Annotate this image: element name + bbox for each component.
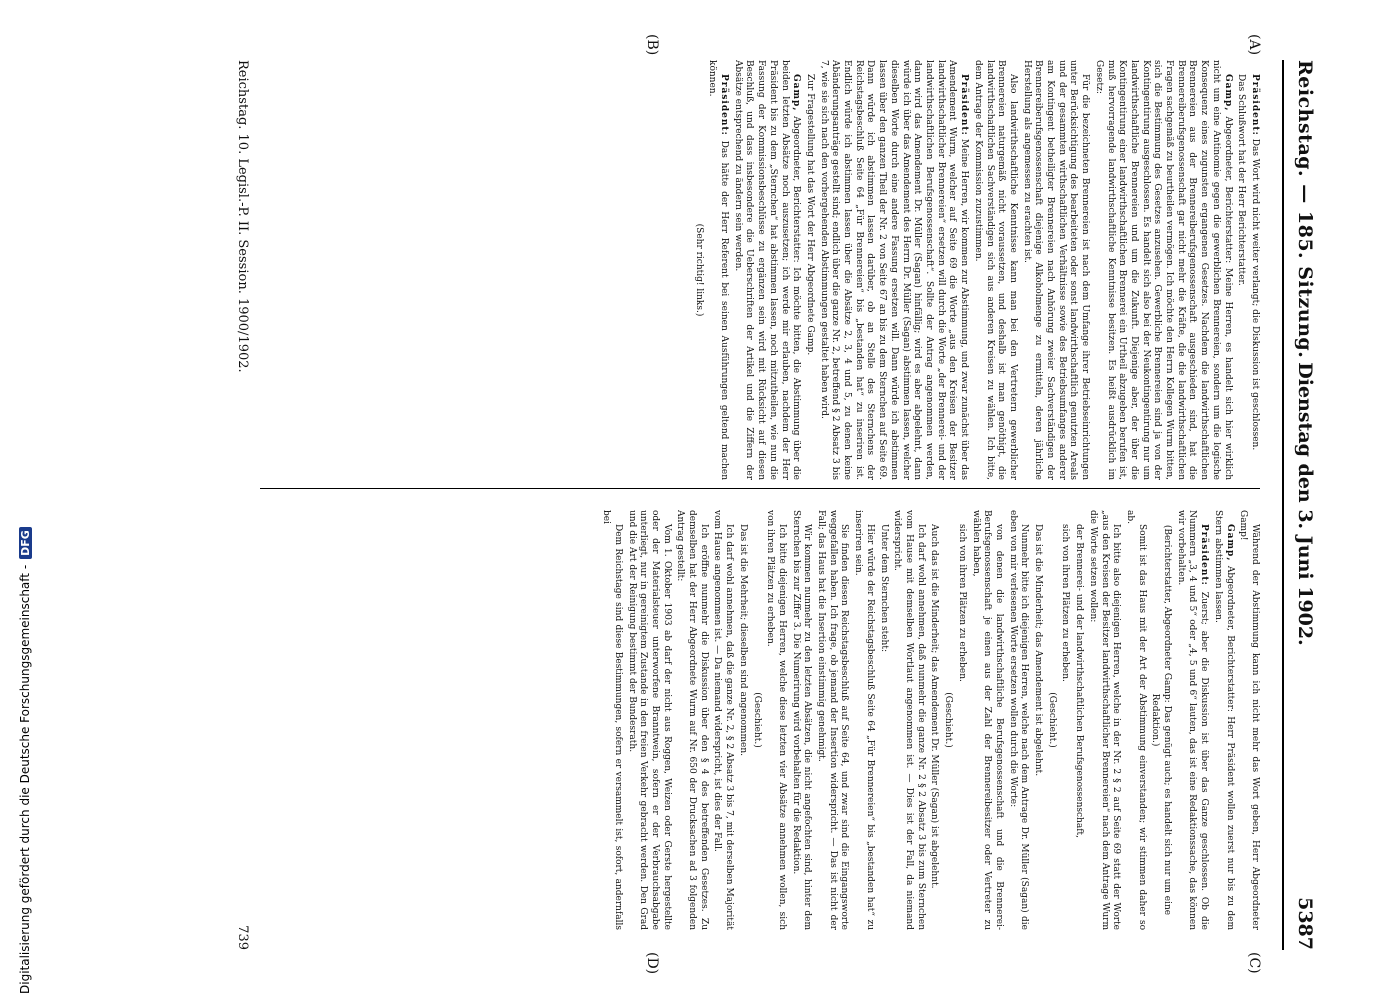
- speaker-name: Präsident:: [1199, 524, 1210, 586]
- paragraph-text: Ich darf wohl annehmen, daß nunmehr die ganze Nr. 2 § 2 Absatz 3 bis zum Sternchen vom Hause mit demselben Wortlaut angenommen ist. — Dies ist der Fall, da niemand widerspricht.: [892, 510, 926, 930]
- text-paragraph: [1237, 510, 1260, 930]
- speaker-name: Präsident:: [959, 74, 970, 136]
- margin-mark-b: (B): [644, 34, 660, 56]
- paragraph-text: Ich darf wohl annehmen, daß die ganze Nr. 2, § 2 Absatz 3 bis 7, mit derselben Majorität vom Hause angenommen ist. — Da niemand widerspricht, ist dies der Fall.: [712, 510, 735, 931]
- paragraph-text: Während der Abstimmung kann ich nicht mehr das Wort geben, Herr Abgeordneter Gamp!: [1238, 510, 1260, 930]
- text-paragraph: [1072, 510, 1084, 930]
- text-paragraph: [1020, 60, 1090, 480]
- interjection: [692, 60, 704, 480]
- footer-legislature: Reichstag. 10. Legisl.-P. II. Session. 1900/1902.: [235, 60, 250, 373]
- text-paragraph: [599, 510, 622, 930]
- header-date: Dienstag den 3. Juni 1902.: [1294, 362, 1316, 646]
- paragraph-text: (Geschieht.): [943, 692, 954, 748]
- text-paragraph: [736, 510, 748, 930]
- text-paragraph: [955, 510, 967, 930]
- speech-paragraph: [1092, 60, 1232, 480]
- column-divider: [260, 488, 1260, 489]
- interjection: [750, 510, 762, 930]
- paragraph-text: von denen die landwirthschaftliche Berufsgenossenschaft und die Brennerei-Berufsgenossenschaft je einen aus der Zahl der Brennereibesitzer oder Vertreter zu wählen haben,: [970, 510, 1004, 930]
- text-paragraph: [1006, 510, 1029, 930]
- paragraph-text: Das hätte der Herr Referent bei seinen Ausführungen geltend machen können.: [707, 60, 730, 480]
- text-paragraph: [928, 510, 940, 930]
- text-paragraph: [1059, 510, 1071, 930]
- speaker-name: Gamp,: [791, 74, 802, 112]
- paragraph-text: (Berichterstatter, Abgeordneter Gamp: Das genügt auch; es handelt sich nur um eine Redaktion.): [1150, 524, 1173, 916]
- dfg-logo: DFG: [19, 527, 32, 559]
- paragraph-text: Meine Herren, wir kommen zur Abstimmung, und zwar zunächst über das Amendement Wurm, welcher auf Seite 69 die Worte „aus den Kreisen der Besitzer landwirthschaftlicher Brennereien“ ersetzen will durch die Worte „der Brennerei- und der landwirthschaftlichen Berufsgenossenschaft“. Sollte der Antrag angenommen werden, dann wird das Amendement Dr. Müller (Sagan) hinfällig; wird es aber abgelehnt, dann würde ich über das Amendement des Herrn Dr. Müller (Sagan) abstimmen lassen, welcher dieselben Worte durch eine andere Fassung ersetzen will. Dann würde ich abstimmen lassen über den ganzen Theil der Nr. 2 von Seite 67 an bis zu dem Sternchen auf Seite 69. Dann würde ich abstimmen lassen darüber, ob an Stelle des Sternchens der Reichstagsbeschluß Seite 64 „Für Brennereien“ bis „bestanden hat“ zu inseriren ist. Endlich würde ich abstimmen lassen über die Absätze 2, 3, 4 und 5, zu denen keine Abänderungsanträge gestellt sind; endlich über die ganze Nr. 2, betreffend § 2 Absatz 3 bis 7, wie sie sich nach den vorhergehenden Abstimmungen gestaltet haben wird.: [818, 60, 970, 480]
- speaker-name: Gamp,: [1222, 74, 1233, 112]
- scanned-page: [80, 34, 1320, 975]
- paragraph-text: sich von ihren Plätzen zu erheben.: [956, 524, 967, 682]
- paragraph-text: Für die bezeichneten Brennereien ist nach dem Umfange ihrer Betriebseinrichtungen unter Berücksichtigung des bearbeiteten oder sonst landwirthschaftlich genutzten Areals und der gesammten wirthschaftlichen Verhältnisse sowie des Betriebsumfanges anderer am Kontingent betheiligter Brennereien nach Anhörung zweier Sachverständigen der Brennereiberufsgenossenschaft diejenige Alkoholmenge zu ermitteln, deren jährliche Herstellung als angemessen zu erachten ist.: [1021, 60, 1091, 480]
- page-number: 5387: [1294, 897, 1316, 950]
- text-paragraph: [711, 510, 734, 930]
- paragraph-text: Also landwirthschaftliche Kenntnisse kann man bei den Vertretern gewerblicher Brennereien naturgemäß nicht voraussetzen, und deshalb ist man genöthigt, die landwirthschaftlichen Sachverständigen sich aus anderen Kreisen zu wählen. Ich bitte, dem Antrage der Kommission zuzustimmen.: [972, 60, 1018, 480]
- margin-mark-a: (A): [1246, 34, 1262, 56]
- paragraph-text: (Sehr richtig! links.): [693, 223, 704, 317]
- text-paragraph: [625, 510, 672, 930]
- paragraph-text: Abgeordneter, Berichterstatter: Ich möchte bitten, die Abstimmung über die beiden letzten Absätze noch auszusetzen; ich werde mir erlauben, nachdem der Herr Präsident bis zu dem „Sternchen“ hat abstimmen lassen, noch mitzutheilen, wie nun die Fassung der Kommissionsbeschlüsse zu ergänzen sein wird mit Rücksicht auf diesen Beschluß, und dass insbesondere die Ueberschriften der Artikel und die Ziffern der Absätze entsprechend zu ändern sein werden.: [732, 60, 802, 480]
- paragraph-text: Abgeordneter, Berichterstatter: Herr Präsident wollen zuerst nur bis zu dem Stern abstimmen lassen.: [1212, 510, 1235, 930]
- header-session: Reichstag. — 185. Sitzung.: [1294, 60, 1316, 359]
- paragraph-text: Auch das ist die Minderheit; das Amendement Dr. Müller (Sagan) ist abgelehnt.: [929, 524, 940, 889]
- right-text-column: [250, 510, 1260, 930]
- text-paragraph: [877, 510, 889, 930]
- text-paragraph: [891, 510, 926, 930]
- paragraph-text: Hier würde der Reichstagsbeschluß Seite 64 „Für Brennereien“ bis „bestanden hat“ zu inseriren sein.: [853, 510, 875, 930]
- paragraph-text: Ich bitte diejenigen Herren, welche diese letzten vier Absätze annehmen wollen, sich von ihren Plätzen zu erheben.: [765, 510, 787, 930]
- speech-paragraph: [1248, 60, 1260, 480]
- paragraph-text: Zuerst; aber die Diskussion ist über das Ganze geschlossen. Ob die Nummern „3, 4 und 5“ oder „4, 5 und 6“ lauten, das ist eine Redaktionssache, das können wir vorbehalten.: [1175, 510, 1210, 930]
- text-paragraph: [803, 60, 815, 480]
- paragraph-text: Abgeordneter, Berichterstatter: Meine Herren, es handelt sich hier wirklich nicht um eine Antinomie gegen die gewerblichen Brennereien, sondern um die logische Konsequenz eines zugunsten ergangenen Gesetzes. Nachdem die landwirthschaftlichen Brennereien aus der Brennereiberufsgenossenschaft ausgeschieden sind, hat die Brennereiberufsgenossenschaft gar nicht mehr die Kräfte, die die landwirthschaftlichen Fragen sachgemäß zu beurtheilen vermögen. Ich möchte den Herrn Kollegen Wurm bitten, sich die Bestimmung des Gesetzes anzusehen. Gewerbliche Brennereien sind ja von der Kontingentirung ausgeschlossen. Es handelt sich also bei der Neukontingentirung nur um landwirthschaftliche Brennereien und um die Zukunft. Diejenige aber, der über die Kontingentirung einer landwirthschaftlichen Brennerei ein Urtheil abzugeben berufen ist, muß hervorragende landwirthschaftliche Kenntnisse besitzen. Es heißt ausdrücklich im Gesetz:: [1093, 60, 1233, 480]
- paragraph-text: Sie finden diesen Reichstagsbeschluß auf Seite 64, und zwar sind die Eingangsworte weggefallen haben. Ich frage, ob jemand der Insertion widerspricht. — Das ist nicht der Fall; das Haus hat die Insertion einstimmig genehmigt.: [816, 510, 850, 930]
- speech-paragraph: [706, 60, 729, 480]
- sidebar-strip: [0, 0, 32, 1000]
- text-paragraph: [852, 510, 875, 930]
- text-paragraph: [1123, 510, 1146, 930]
- interjection: [941, 510, 953, 930]
- text-paragraph: [969, 510, 1004, 930]
- interjection: [1149, 510, 1172, 930]
- paragraph-text: der Brennerei- und der landwirthschaftlichen Berufsgenossenschaft,: [1074, 524, 1085, 839]
- header-date-page: [1294, 362, 1316, 950]
- speaker-name: Präsident:: [719, 74, 730, 136]
- paragraph-text: Das ist die Minderheit; das Amendement ist abgelehnt.: [1033, 524, 1044, 777]
- speaker-name: Gamp,: [1224, 524, 1235, 562]
- speaker-name: Präsident:: [1250, 74, 1260, 136]
- text-paragraph: [674, 510, 709, 930]
- left-text-column: [250, 60, 1260, 480]
- paragraph-text: Somit ist das Haus mit der Art der Abstimmung einverstanden; wir stimmen daher so ab.: [1124, 510, 1147, 930]
- paragraph-text: Unter dem Sternchen steht:: [878, 524, 889, 653]
- paragraph-text: Das Wort wird nicht weiter verlangt; die Diskussion ist geschlossen.: [1250, 138, 1260, 451]
- paragraph-text: Dem Reichstage sind diese Bestimmungen, sofern er versammelt ist, sofort, andernfalls bei: [601, 510, 623, 930]
- speech-paragraph: [817, 60, 969, 480]
- paragraph-text: (Geschieht.): [1046, 692, 1057, 748]
- text-paragraph: [1031, 510, 1043, 930]
- text-paragraph: [1235, 60, 1247, 480]
- paragraph-text: Zur Fragestellung hat das Wort der Herr Abgeordnete Gamp.: [804, 74, 815, 356]
- margin-mark-d: (D): [644, 952, 660, 975]
- paragraph-text: Wir kommen nunmehr zu den letzten Absätzen, die nicht angefochten sind, hinter dem Sternchen bis zur Ziffer 3. Die Numerirung wird vorbehalten für die Redaktion.: [790, 510, 813, 930]
- paragraph-text: Vom 1. Oktober 1903 ab darf der nicht aus Roggen, Weizen oder Gerste hergestellte oder der Materialsteuer unterworfene Branntwein, sofern er der Verbrauchsabgabe unterliegt, nur in gereinigtem Zustande in den freien Verkehr gebracht werden. Den Grad und die Art der Reinigung bestimmt der Bundesrath.: [626, 510, 672, 930]
- interjection: [1045, 510, 1057, 930]
- text-paragraph: [1086, 510, 1121, 930]
- funding-credit: [18, 527, 32, 994]
- text-paragraph: [764, 510, 787, 930]
- speech-paragraph: [731, 60, 801, 480]
- margin-mark-c: (C): [1246, 952, 1262, 974]
- paragraph-text: Das Schlußwort hat der Herr Berichterstatter.: [1236, 74, 1247, 286]
- paragraph-text: sich von ihren Plätzen zu erheben.: [1060, 524, 1071, 682]
- paragraph-text: Nunmehr bitte ich diejenigen Herren, welche nach dem Antrage Dr. Müller (Sagan) die eben von mir verlesenen Worte ersetzen wollen durch die Worte:: [1007, 510, 1030, 930]
- paragraph-text: Das ist die Mehrheit; dieselben sind angenommen.: [737, 524, 748, 756]
- paragraph-text: Ich bitte also diejenigen Herren, welche in der Nr. 2 § 2 auf Seite 69 statt der Worte „aus den Kreisen der Besitzer landwirthschaftlicher Brennereien“ nach dem Antrage Wurm die Worte setzen wollen:: [1087, 510, 1122, 930]
- paragraph-text: (Geschieht.): [751, 692, 762, 748]
- paragraph-text: Ich eröffne nunmehr die Diskussion über den § 4 des betreffenden Gesetzes. Zu demselben hat der Herr Abgeordnete Wurm auf Nr. 650 der Drucksachen ad 3 folgenden Antrag gestellt:: [675, 510, 709, 930]
- page-header: [1282, 60, 1320, 950]
- footer-page-number: 739: [235, 925, 250, 950]
- text-paragraph: [814, 510, 849, 930]
- text-paragraph: [789, 510, 812, 930]
- funding-credit-text: Digitalisierung gefördert durch die Deutsche Forschungsgemeinschaft -: [18, 564, 32, 994]
- speech-paragraph: [1174, 510, 1209, 930]
- speech-paragraph: [1211, 510, 1234, 930]
- text-paragraph: [971, 60, 1018, 480]
